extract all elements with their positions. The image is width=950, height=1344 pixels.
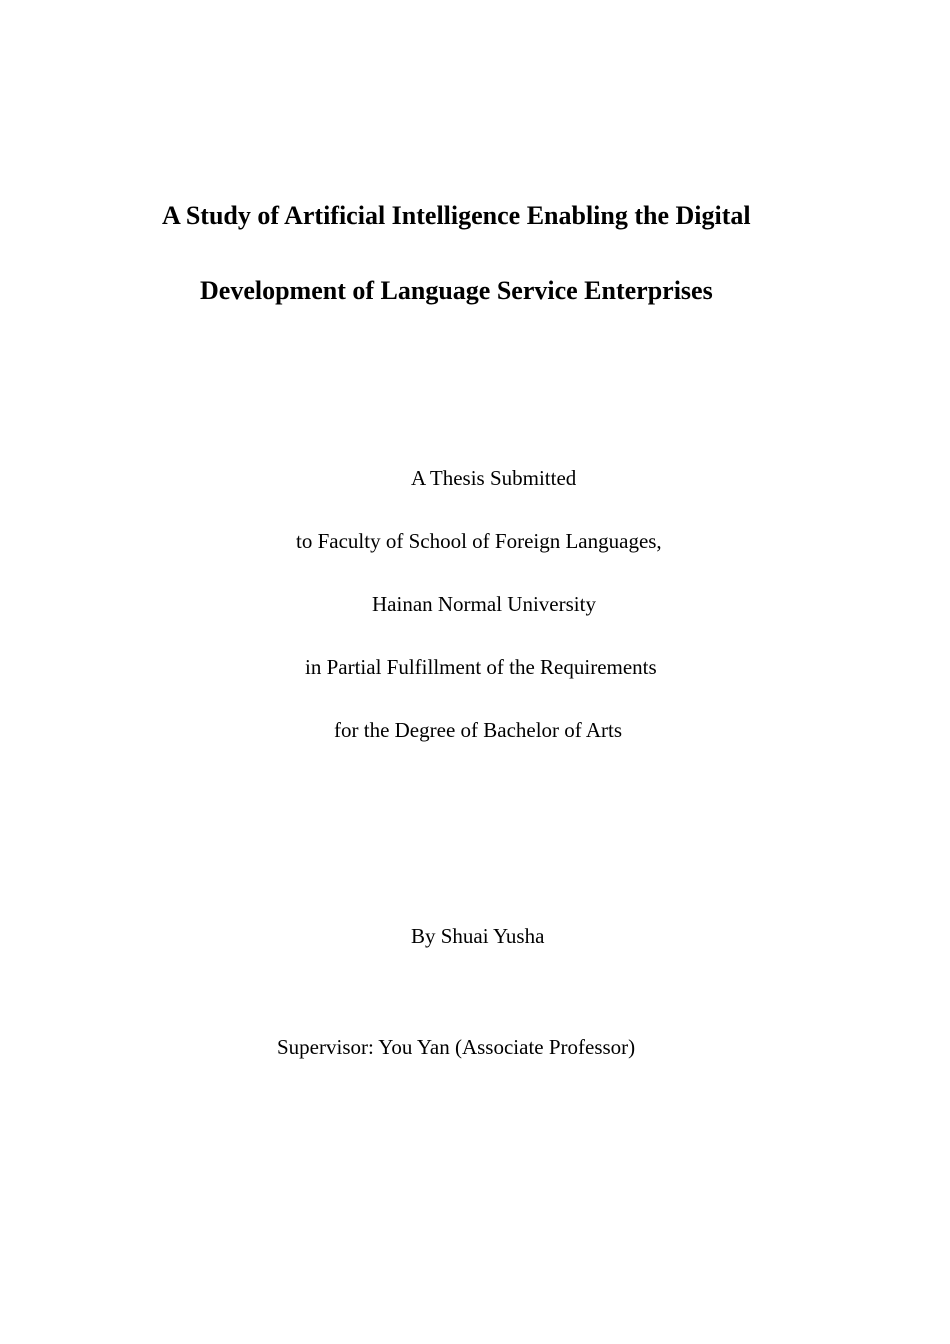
submission-statement-line-2: to Faculty of School of Foreign Languages, <box>296 529 662 553</box>
submission-statement-line-1: A Thesis Submitted <box>411 466 577 490</box>
university-name: Hainan Normal University <box>372 592 596 616</box>
degree-statement: for the Degree of Bachelor of Arts <box>334 718 623 742</box>
submission-statement-line-4: in Partial Fulfillment of the Requirements <box>305 655 657 679</box>
thesis-title-line-2: Development of Language Service Enterprises <box>200 276 713 305</box>
thesis-title-line-1: A Study of Artificial Intelligence Enabling the Digital <box>162 201 751 230</box>
author-name: By Shuai Yusha <box>411 924 545 948</box>
supervisor-name: Supervisor: You Yan (Associate Professor) <box>277 1035 636 1059</box>
